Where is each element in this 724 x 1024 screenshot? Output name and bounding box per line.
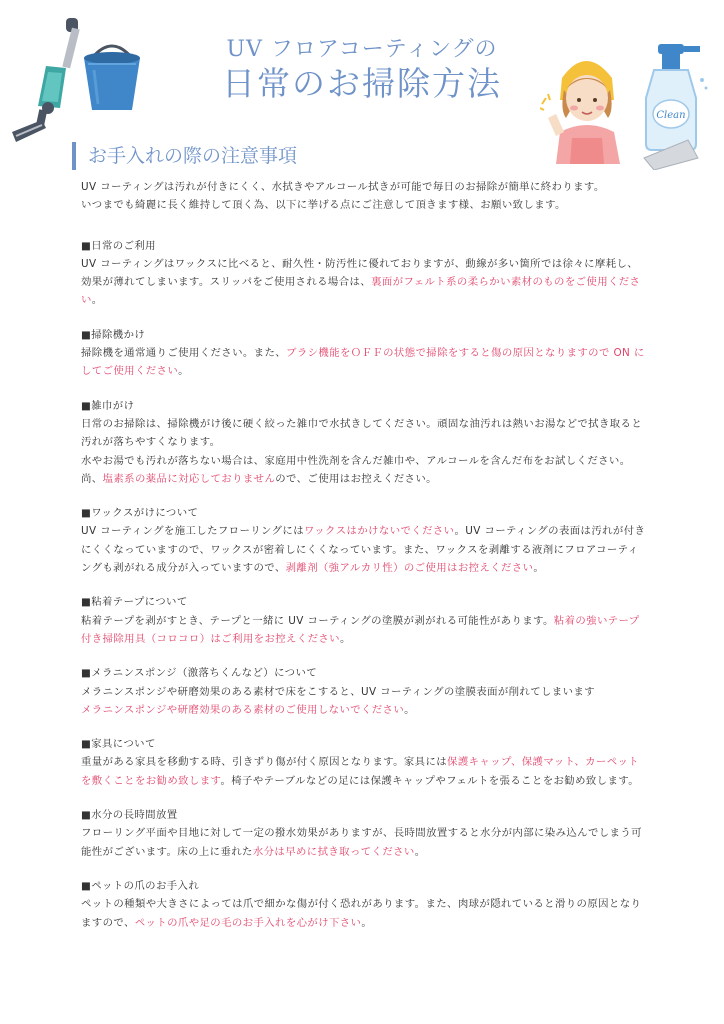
notice-block <box>81 664 647 719</box>
notice-heading: ■家具について <box>81 738 156 751</box>
highlighted-text: 粘着の強いテープ付き掃除用具（コロコロ）はご利用をお控えください <box>81 614 640 645</box>
highlighted-text: 剥離剤（強アルカリ性）のご使用はお控えください <box>285 562 534 575</box>
highlighted-text: メラニンスポンジや研磨効果のある素材のご使用しないでください <box>81 703 405 716</box>
notice-heading: ■ワックスがけについて <box>81 507 199 520</box>
notice-block <box>81 504 647 577</box>
content-body <box>81 178 647 948</box>
page-title-main: 日常のお掃除方法 <box>222 64 502 103</box>
intro-line: UV コーティングは汚れが付きにくく、水拭きやアルコール拭きが可能で毎日のお掃除が簡単に終わります。 <box>81 181 605 193</box>
highlighted-text: 塩素系の薬品に対応しておりません <box>102 472 276 485</box>
notice-heading: ■雑巾がけ <box>81 399 135 412</box>
notice-heading: ■水分の長時間放置 <box>81 809 178 822</box>
notice-text <box>81 522 647 577</box>
body-text: 日常のお掃除は、掃除機がけ後に硬く絞った雑巾で水拭きしてください。頑固な油汚れは熱いお湯などで拭き取ると汚れが落ちやすくなります。 <box>81 417 643 449</box>
notice-blocks <box>81 237 647 932</box>
body-text: 。 <box>91 294 103 307</box>
notice-heading: ■日常のご利用 <box>81 239 156 252</box>
notice-text <box>81 753 647 790</box>
notice-block <box>81 397 647 488</box>
body-text: ので、ご使用はお控えください。 <box>275 472 437 485</box>
notice-block <box>81 806 647 861</box>
page-title-sub: UV フロアコーティングの <box>226 37 498 62</box>
notice-block <box>81 735 647 790</box>
section-heading: お手入れの際の注意事項 <box>72 142 297 170</box>
body-text: 。 <box>404 703 415 716</box>
body-text: 。 <box>339 632 351 645</box>
body-text: ペットの種類や大きさによっては爪で細かな傷が付く恐れがあります。また、肉球が隠れていると滑りの原因となりますので、 <box>81 898 642 929</box>
notice-text <box>81 415 647 452</box>
notice-text <box>81 701 647 719</box>
body-text: 水やお湯でも汚れが落ちない場合は、家庭用中性洗剤を含んだ雑巾や、アルコールを含んだ布をお試しください。尚、 <box>81 454 631 485</box>
highlighted-text: 保護キャップ、保護マット、カーペットを敷くことをお勧め致します <box>81 756 640 787</box>
page-title <box>0 36 724 104</box>
notice-block <box>81 237 647 310</box>
notice-block <box>81 593 647 648</box>
highlighted-text: 水分は早めに拭き取ってください <box>252 845 415 858</box>
body-text: メラニンスポンジや研磨効果のある素材で床をこすると、UV コーティングの塗膜表面が削れてしまいます <box>81 685 595 698</box>
notice-block <box>81 877 647 932</box>
body-text: 掃除機を通常通りご使用ください。また、 <box>81 347 287 360</box>
notice-text <box>81 255 647 310</box>
intro-line: いつまでも綺麗に長く維持して頂く為、以下に挙げる点にご注意して頂きます様、お願い致します。 <box>81 199 566 212</box>
highlighted-text: ブラシ機能をＯＦＦの状態で掃除をすると傷の原因となりますので ON にしてご使用ください <box>81 347 645 378</box>
body-text: UV コーティングはワックスに比べると、耐久性・防汚性に優れておりますが、動線が多い箇所では徐々に摩耗し、効果が薄れてしまいます。スリッパをご使用される場合は、 <box>81 257 639 289</box>
body-text: フローリング平面や目地に対して一定の撥水効果がありますが、長時間放置すると水分が内部に染み込んでしまう可能性がございます。床の上に垂れた <box>81 827 642 858</box>
body-text: 。UV コーティングの表面は汚れが付きにくくなっていますので、ワックスが密着しにくくなっています。また、ワックスを剥離する液剤にフロアコーティングも剥がれる成分が入っていますので、 <box>81 525 646 575</box>
notice-text <box>81 683 647 701</box>
spray-bottle-label: Clean <box>656 110 686 121</box>
body-text: 重量がある家具を移動する時、引きずり傷が付く原因となります。家具には <box>81 756 448 769</box>
highlighted-text: ペットの爪や足の毛のお手入れを心がけ下さい <box>134 916 362 929</box>
intro <box>81 178 647 215</box>
notice-block <box>81 326 647 381</box>
highlighted-text: 裏面がフェルト系の柔らかい素材のものをご使用ください <box>81 276 641 307</box>
notice-heading: ■メラニンスポンジ（激落ちくんなど）について <box>81 667 318 680</box>
notice-text <box>81 612 647 649</box>
highlighted-text: ワックスはかけないでください <box>304 525 455 538</box>
body-text: 。 <box>414 845 426 858</box>
body-text: 。椅子やテーブルなどの足には保護キャップやフェルトを張ることをお勧め致します。 <box>220 774 639 787</box>
body-text: 。 <box>178 365 189 378</box>
notice-heading: ■粘着テープについて <box>81 596 188 609</box>
notice-text <box>81 344 647 381</box>
notice-text <box>81 895 647 932</box>
notice-heading: ■掃除機かけ <box>81 328 146 341</box>
notice-heading: ■ペットの爪のお手入れ <box>81 879 200 892</box>
body-text: 粘着テープを剥がすとき、テープと一緒に UV コーティングの塗膜が剥がれる可能性があります。 <box>81 614 554 627</box>
body-text: 。 <box>533 562 545 575</box>
notice-text <box>81 452 647 489</box>
body-text: 。 <box>361 916 373 929</box>
body-text: UV コーティングを施工したフローリングには <box>81 525 304 538</box>
notice-text <box>81 824 647 861</box>
